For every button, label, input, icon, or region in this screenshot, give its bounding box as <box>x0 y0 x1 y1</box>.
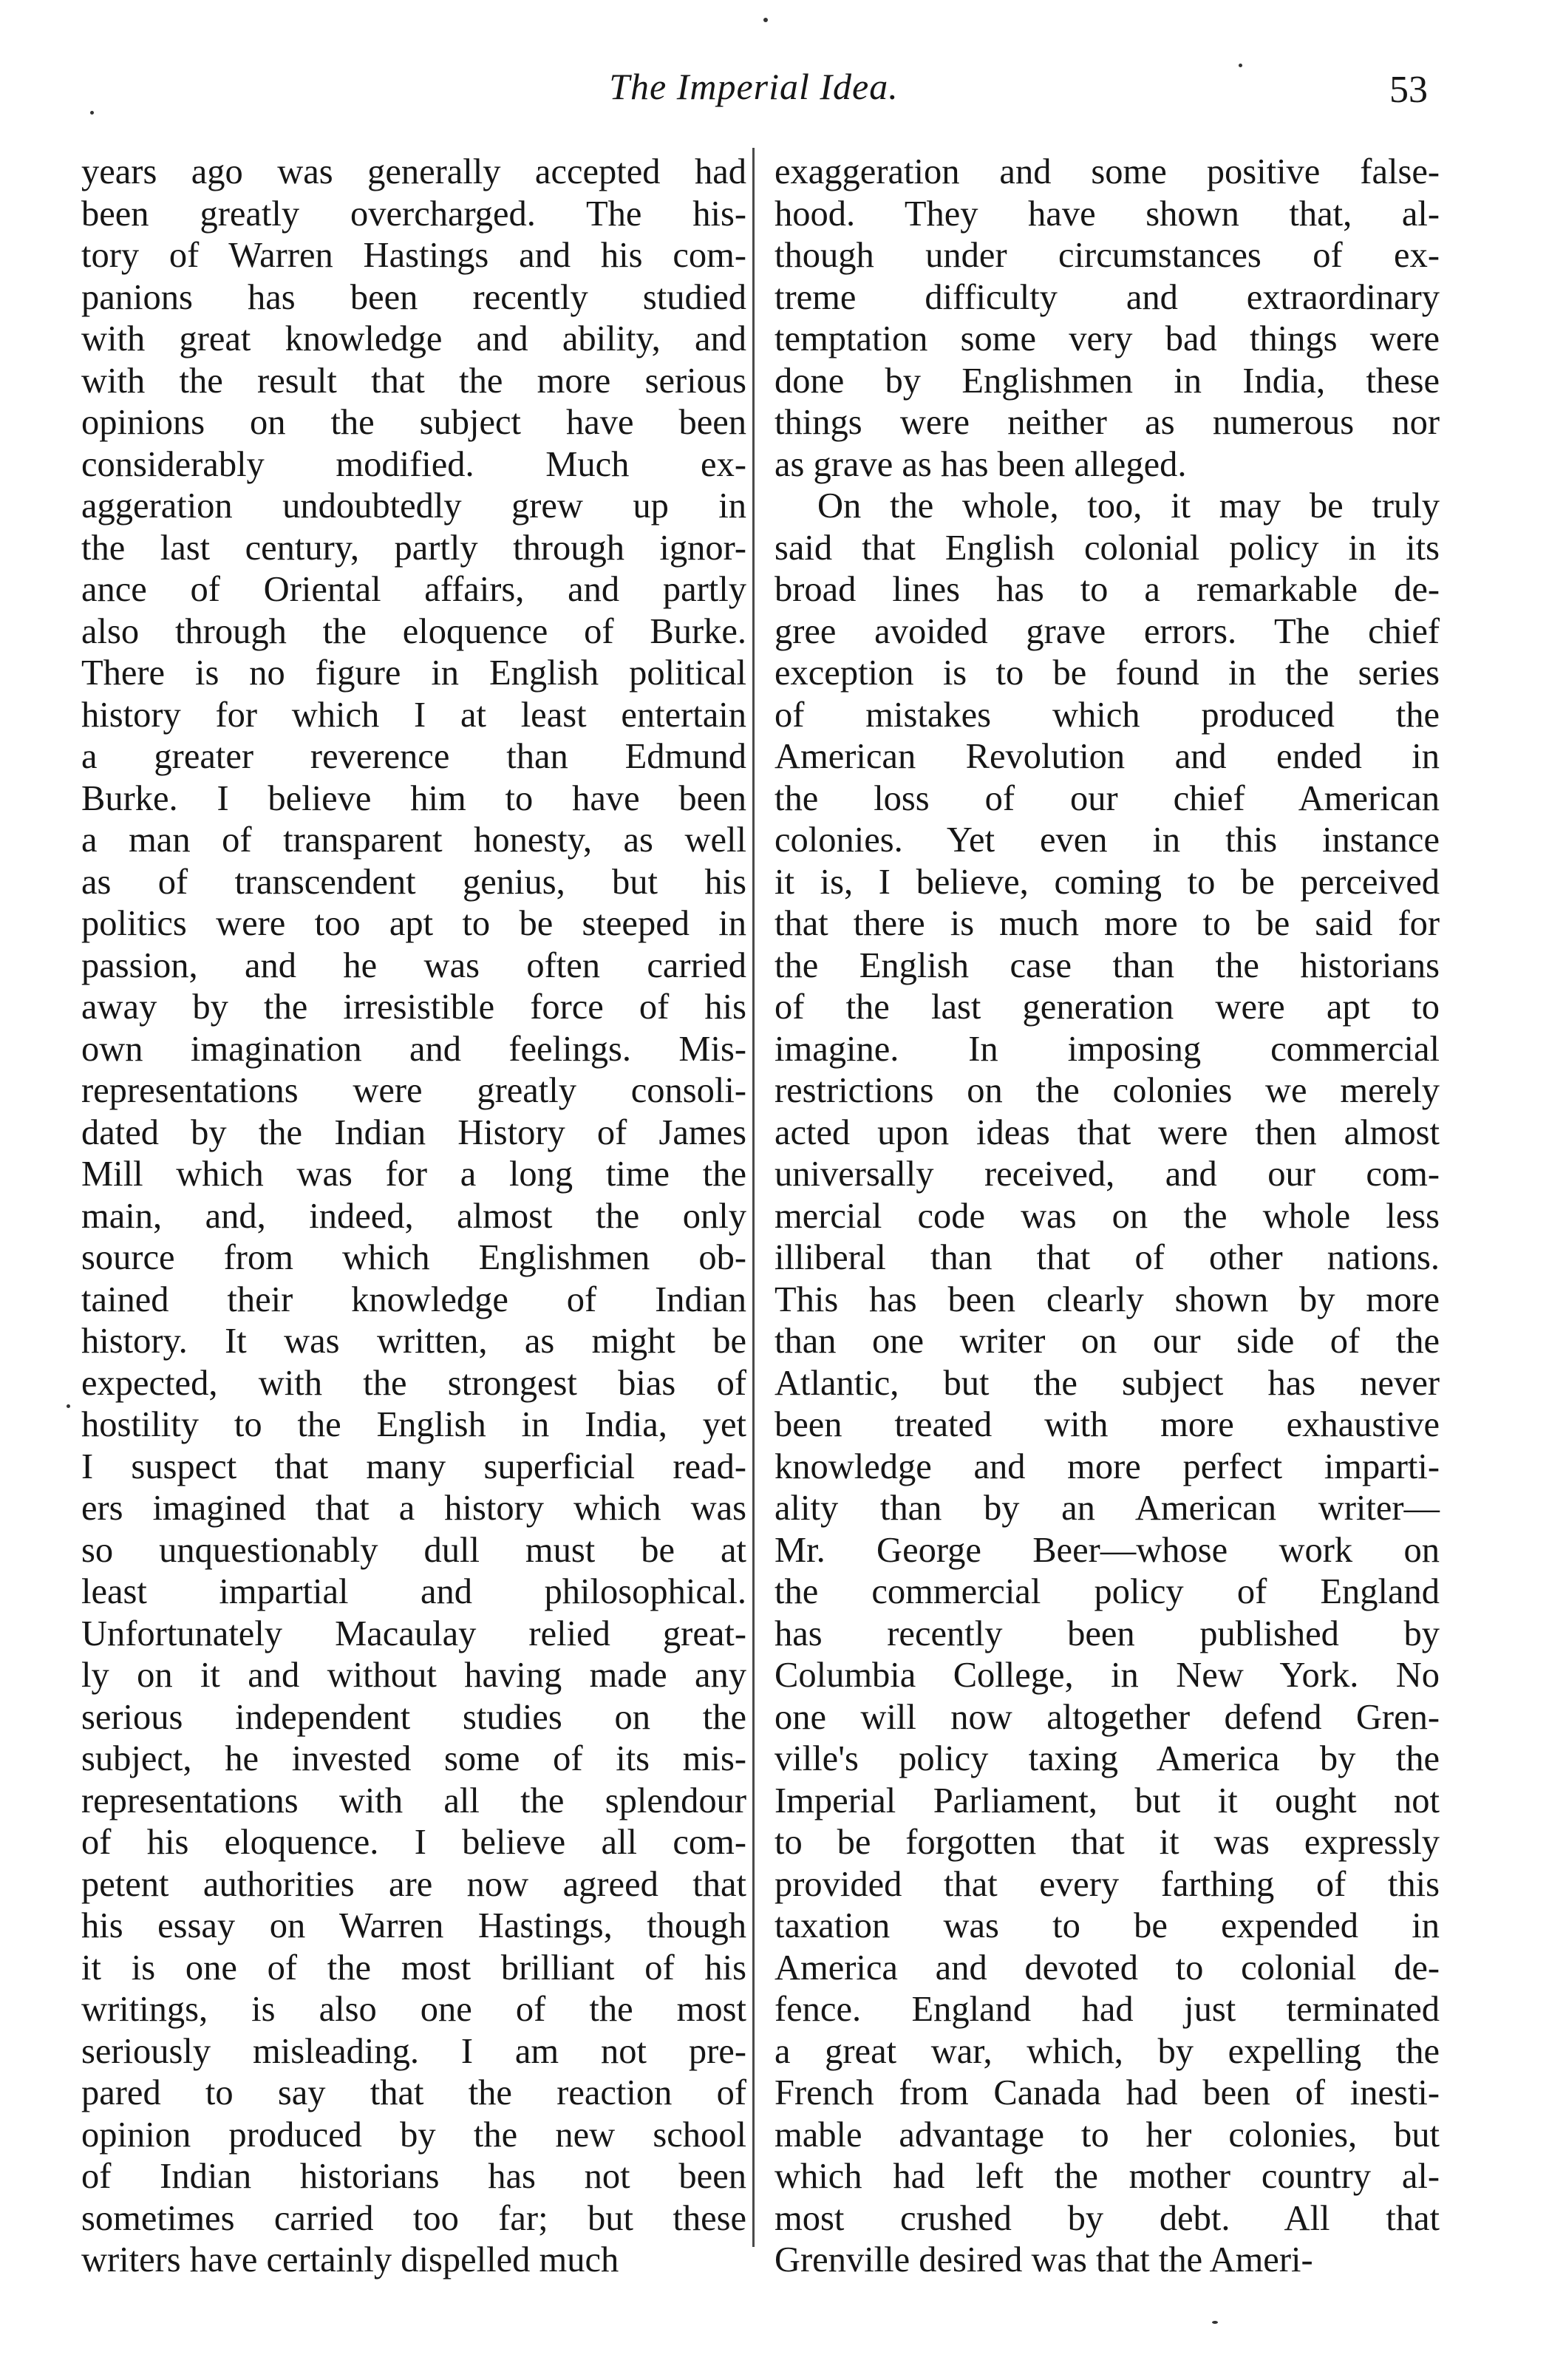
right-column-line: restrictions on the colonies we merely <box>774 1071 1440 1110</box>
right-column-line: gree avoided grave errors. The chief <box>774 611 1440 651</box>
left-column-line: so unquestionably dull must be at <box>81 1530 746 1570</box>
left-column-line: panions has been recently studied <box>81 277 746 317</box>
right-column-line: exception is to be found in the series <box>774 653 1440 693</box>
right-column-line: mable advantage to her colonies, but <box>774 2115 1440 2155</box>
left-column-line: I suspect that many superficial read- <box>81 1446 746 1486</box>
left-column-line: a greater reverence than Edmund <box>81 737 746 776</box>
right-column-line: said that English colonial policy in its <box>774 528 1440 568</box>
right-column-line: knowledge and more perfect imparti- <box>774 1446 1440 1486</box>
left-column-line: Mill which was for a long time the <box>81 1155 746 1194</box>
left-column-line: of his eloquence. I believe all com- <box>81 1823 746 1862</box>
left-column-line: ers imagined that a history which was <box>81 1489 746 1528</box>
left-column-line: with great knowledge and ability, and <box>81 319 746 358</box>
right-column-line: Grenville desired was that the Ameri- <box>774 2240 1313 2279</box>
right-column-line: imagine. In imposing commercial <box>774 1029 1440 1069</box>
right-column-line: This has been clearly shown by more <box>774 1279 1440 1319</box>
left-column-line: tory of Warren Hastings and his com- <box>81 236 746 275</box>
right-column-line: been treated with more exhaustive <box>774 1405 1440 1444</box>
left-column-line: writings, is also one of the most <box>81 1990 746 2029</box>
left-column-line: considerably modified. Much ex- <box>81 444 746 484</box>
print-speck <box>67 1404 70 1408</box>
left-column-line: a man of transparent honesty, as well <box>81 820 746 860</box>
right-column-line: though under circumstances of ex- <box>774 236 1440 275</box>
right-column-line: as grave as has been alleged. <box>774 444 1187 484</box>
right-column-line: Imperial Parliament, but it ought not <box>774 1781 1440 1820</box>
left-column-line: writers have certainly dispelled much <box>81 2240 619 2279</box>
print-speck <box>1212 2321 1218 2324</box>
column-divider <box>752 148 755 2247</box>
left-column-line: opinion produced by the new school <box>81 2115 746 2155</box>
left-column-line: pared to say that the reaction of <box>81 2073 746 2112</box>
right-column-line: colonies. Yet even in this instance <box>774 820 1440 860</box>
right-column-line: done by Englishmen in India, these <box>774 361 1440 401</box>
right-column-line: has recently been published by <box>774 1614 1440 1653</box>
left-column-line: away by the irresistible force of his <box>81 987 746 1027</box>
right-column-line: treme difficulty and extraordinary <box>774 277 1440 317</box>
right-column-line: things were neither as numerous nor <box>774 403 1440 442</box>
right-column <box>774 152 1440 2282</box>
right-column-line: Atlantic, but the subject has never <box>774 1363 1440 1403</box>
right-column-line: On the whole, too, it may be truly <box>817 486 1440 526</box>
right-column-line: than one writer on our side of the <box>774 1322 1440 1361</box>
right-column-line: American Revolution and ended in <box>774 737 1440 776</box>
print-speck <box>1239 64 1242 67</box>
left-column-line: seriously misleading. I am not pre- <box>81 2031 746 2071</box>
right-column-line: taxation was to be expended in <box>774 1906 1440 1945</box>
left-column-line: it is one of the most brilliant of his <box>81 1948 746 1988</box>
right-column-line: Columbia College, in New York. No <box>774 1656 1440 1695</box>
left-column-line: ly on it and without having made any <box>81 1656 746 1695</box>
left-column-line: of Indian historians has not been <box>81 2157 746 2196</box>
right-column-line: it is, I believe, coming to be perceived <box>774 862 1440 902</box>
right-column-line: Mr. George Beer—whose work on <box>774 1530 1440 1570</box>
left-column-line: Unfortunately Macaulay relied great- <box>81 1614 746 1653</box>
right-column-line: hood. They have shown that, al- <box>774 194 1440 234</box>
left-column-line: representations with all the splendour <box>81 1781 746 1820</box>
right-column-line: one will now altogether defend Gren- <box>774 1697 1440 1737</box>
left-column-line: history. It was written, as might be <box>81 1322 746 1361</box>
left-column-line: Burke. I believe him to have been <box>81 778 746 818</box>
left-column-line: also through the eloquence of Burke. <box>81 611 746 651</box>
left-column-line: history for which I at least entertain <box>81 695 746 735</box>
print-speck <box>90 111 94 115</box>
left-column-line: his essay on Warren Hastings, though <box>81 1906 746 1945</box>
left-column-line: sometimes carried too far; but these <box>81 2198 746 2238</box>
left-column <box>81 152 746 2282</box>
left-column-line: dated by the Indian History of James <box>81 1112 746 1152</box>
right-column-line: provided that every farthing of this <box>774 1864 1440 1904</box>
right-column-line: fence. England had just terminated <box>774 1990 1440 2029</box>
left-column-line: representations were greatly consoli- <box>81 1071 746 1110</box>
left-column-line: years ago was generally accepted had <box>81 152 746 191</box>
left-column-line: politics were too apt to be steeped in <box>81 904 746 943</box>
page-number: 53 <box>1389 69 1428 111</box>
left-column-line: own imagination and feelings. Mis- <box>81 1029 746 1069</box>
left-column-line: There is no figure in English political <box>81 653 746 693</box>
left-column-line: ance of Oriental affairs, and partly <box>81 570 746 609</box>
right-column-line: temptation some very bad things were <box>774 319 1440 358</box>
right-column-line: most crushed by debt. All that <box>774 2198 1440 2238</box>
right-column-line: French from Canada had been of inesti- <box>774 2073 1440 2112</box>
right-column-line: of mistakes which produced the <box>774 695 1440 735</box>
left-column-line: subject, he invested some of its mis- <box>81 1739 746 1778</box>
left-column-line: the last century, partly through ignor- <box>81 528 746 568</box>
right-column-line: mercial code was on the whole less <box>774 1196 1440 1236</box>
left-column-line: main, and, indeed, almost the only <box>81 1196 746 1236</box>
right-column-line: that there is much more to be said for <box>774 904 1440 943</box>
left-column-line: been greatly overcharged. The his- <box>81 194 746 234</box>
right-column-line: broad lines has to a remarkable de- <box>774 570 1440 609</box>
running-head <box>0 65 1549 124</box>
left-column-line: serious independent studies on the <box>81 1697 746 1737</box>
left-column-line: with the result that the more serious <box>81 361 746 401</box>
left-column-line: hostility to the English in India, yet <box>81 1405 746 1444</box>
right-column-line: America and devoted to colonial de- <box>774 1948 1440 1988</box>
left-column-line: tained their knowledge of Indian <box>81 1279 746 1319</box>
right-column-line: which had left the mother country al- <box>774 2157 1440 2196</box>
right-column-line: acted upon ideas that were then almost <box>774 1112 1440 1152</box>
right-column-line: of the last generation were apt to <box>774 987 1440 1027</box>
running-title: The Imperial Idea. <box>609 66 899 107</box>
right-column-line: the commercial policy of England <box>774 1572 1440 1611</box>
left-column-line: least impartial and philosophical. <box>81 1572 746 1611</box>
left-column-line: aggeration undoubtedly grew up in <box>81 486 746 526</box>
right-column-line: ality than by an American writer— <box>774 1489 1440 1528</box>
print-speck <box>763 18 768 22</box>
right-column-line: the English case than the historians <box>774 945 1440 985</box>
left-column-line: expected, with the strongest bias of <box>81 1363 746 1403</box>
right-column-line: ville's policy taxing America by the <box>774 1739 1440 1778</box>
right-column-line: exaggeration and some positive false- <box>774 152 1440 191</box>
right-column-line: to be forgotten that it was expressly <box>774 1823 1440 1862</box>
right-column-line: a great war, which, by expelling the <box>774 2031 1440 2071</box>
left-column-line: petent authorities are now agreed that <box>81 1864 746 1904</box>
right-column-line: illiberal than that of other nations. <box>774 1238 1440 1277</box>
right-column-line: universally received, and our com- <box>774 1155 1440 1194</box>
left-column-line: opinions on the subject have been <box>81 403 746 442</box>
left-column-line: source from which Englishmen ob- <box>81 1238 746 1277</box>
right-column-line: the loss of our chief American <box>774 778 1440 818</box>
left-column-line: as of transcendent genius, but his <box>81 862 746 902</box>
left-column-line: passion, and he was often carried <box>81 945 746 985</box>
